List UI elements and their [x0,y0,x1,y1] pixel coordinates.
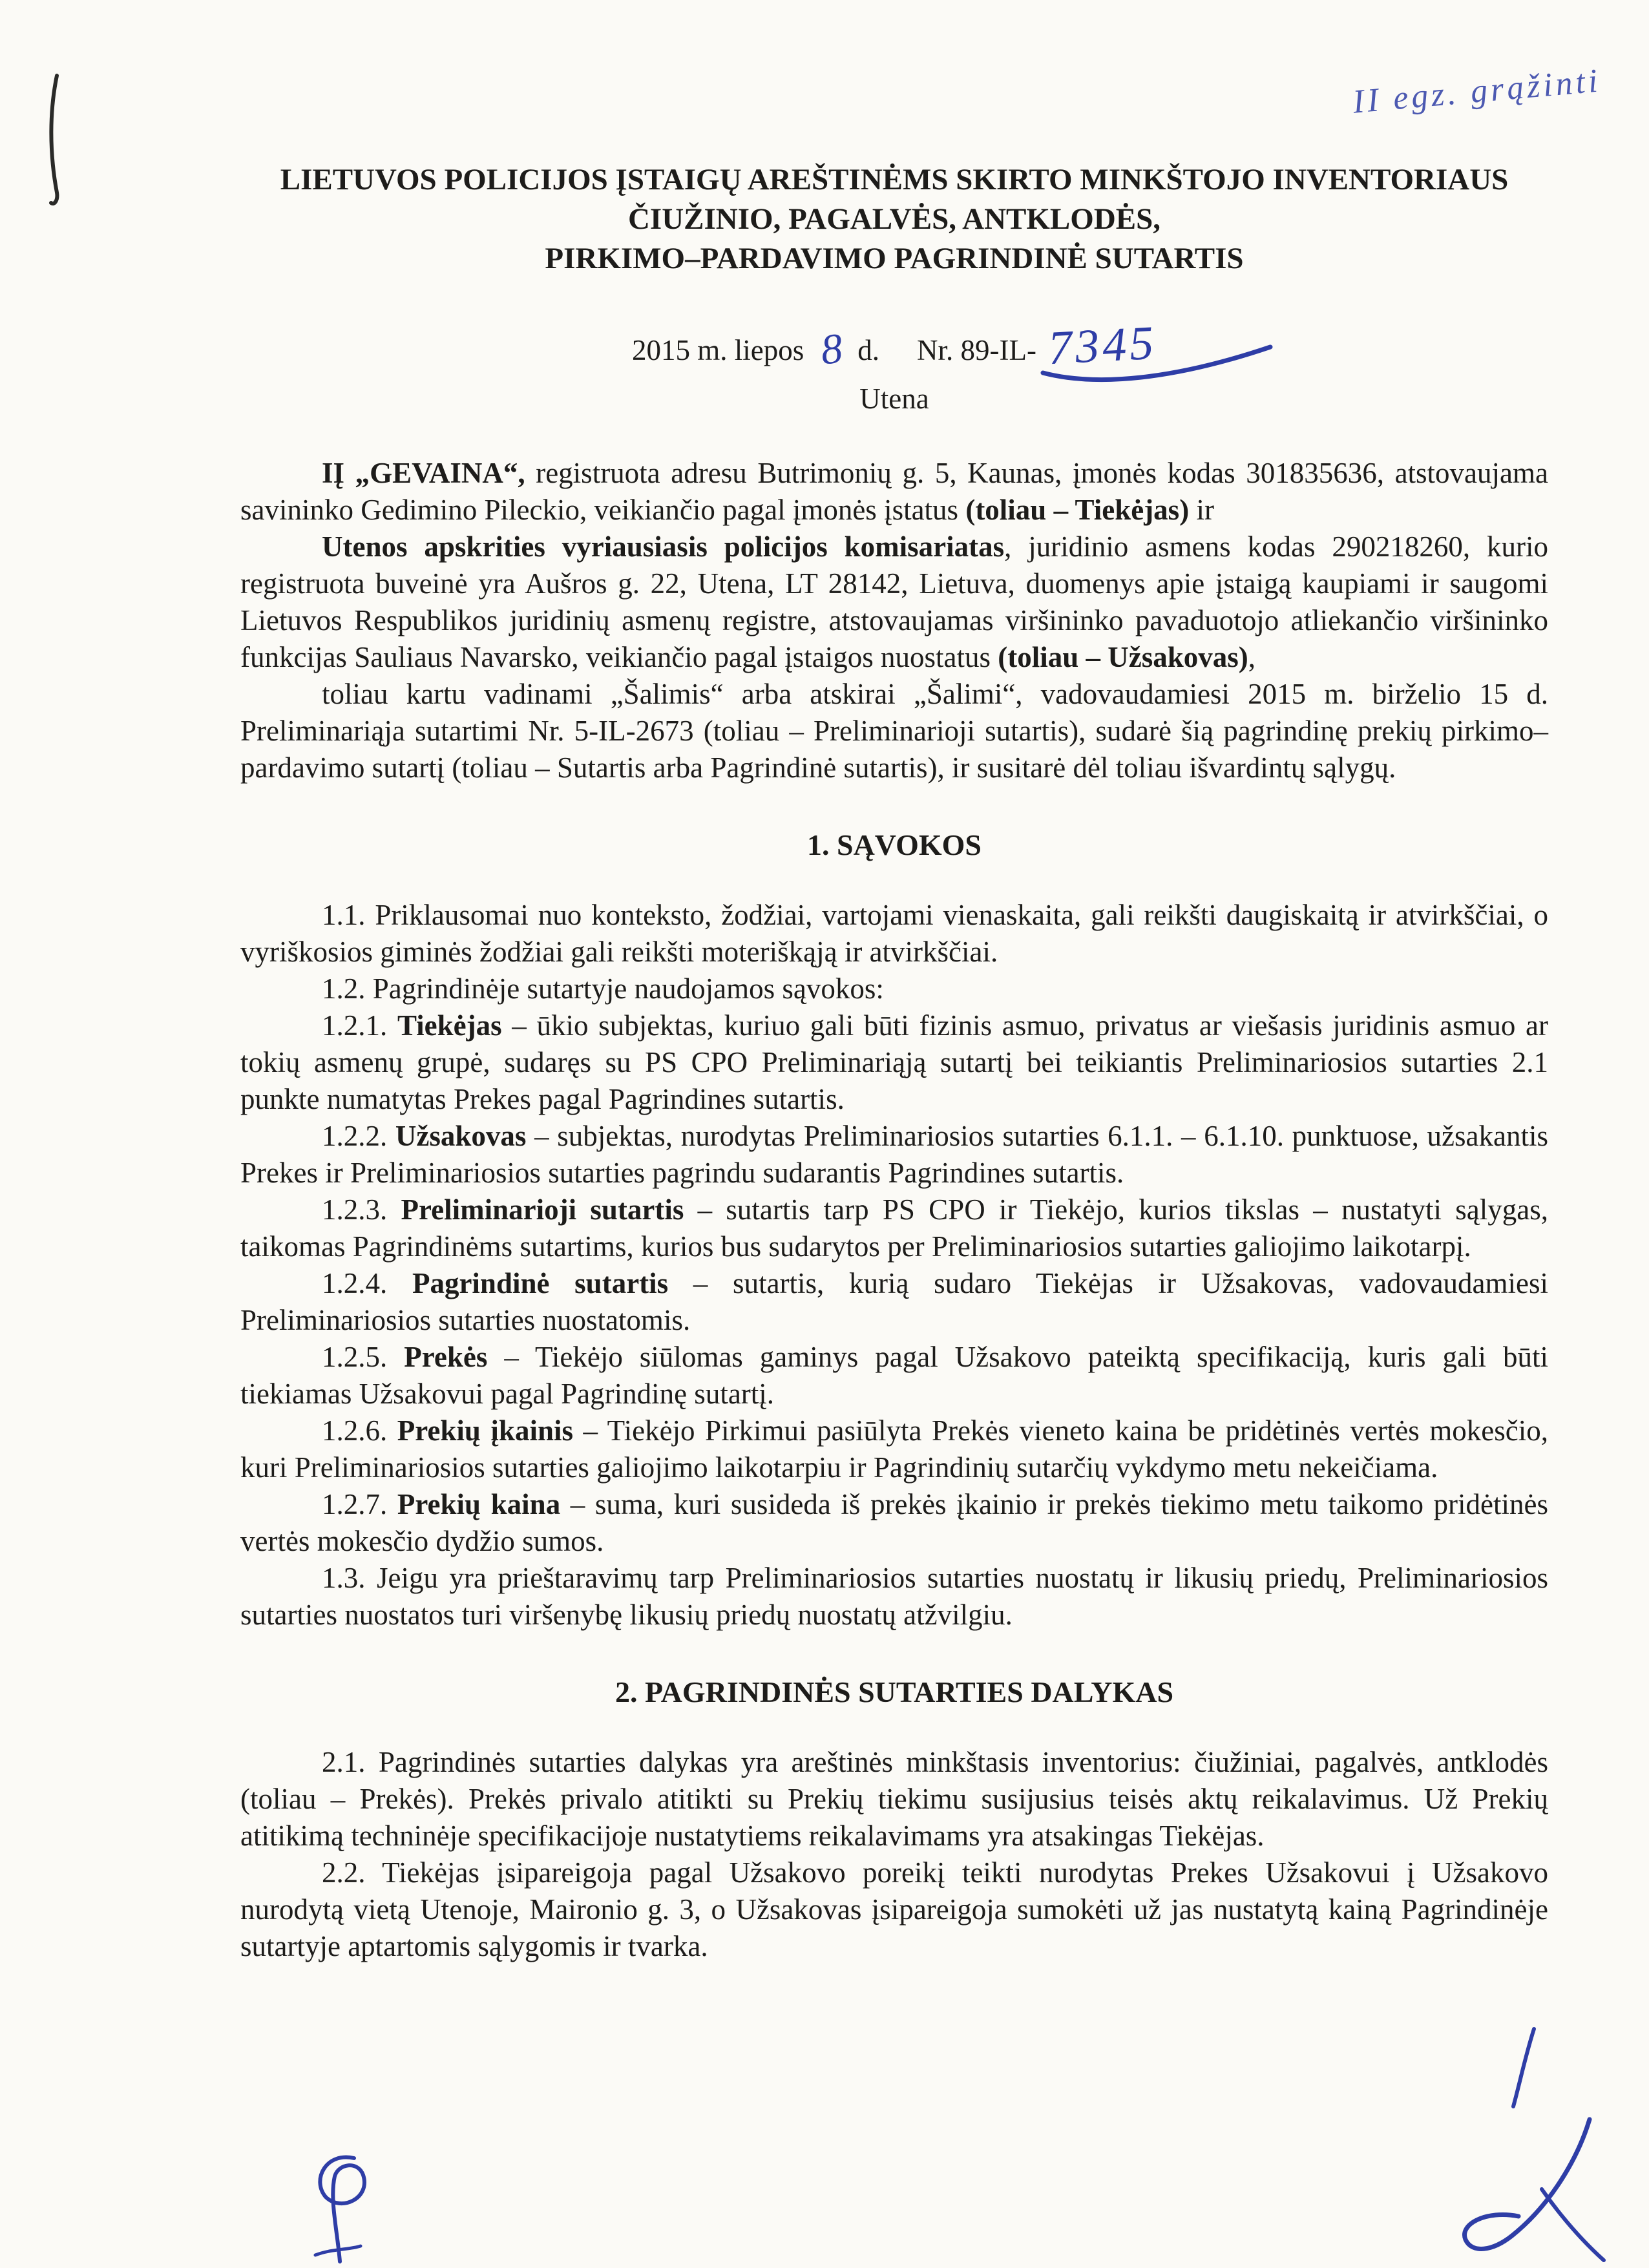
text-run: – ūkio subjektas, kuriuo gali būti fizinis asmuo, privatus ar viešasis juridinis asmuo ar tokių asmenų grupė, sudaręs su PS CPO Preliminariąją sutartį bei teikiantis Preliminariosios sutarties 2.1 punkte numatytas Prekes pagal Pagrindines sutartis. [240,1009,1548,1115]
section-heading: 1. SĄVOKOS [806,828,982,861]
bold-run: IĮ „GEVAINA“, [322,457,525,489]
paragraph [240,1339,1548,1412]
paragraph [240,1412,1548,1486]
pen-stroke-icon [41,72,70,209]
paragraph [240,529,1548,676]
handwritten-contract-number: 7345 [1047,316,1159,375]
document-title [240,160,1548,278]
text-run: 2.1. Pagrindinės sutarties dalykas yra areštinės minkštasis inventorius: čiužiniai, pagalvės, antklodės (toliau – Prekės). Prekės privalo atitikti su Prekių tiekimu susijusius teisės aktų reikalavimus. Už Prekių atitikimą techninėje specifikacijoje nustatytiems reikalavimams yra atsakingas Tiekėjas. [240,1746,1548,1852]
bold-run: Pagrindinė sutartis [412,1267,669,1299]
bold-run: Utenos apskrities vyriausiasis policijos komisariatas [322,530,1005,563]
text-run: – suma, kuri susideda iš prekės įkainio ir prekės tiekimo metu taikomo pridėtinės vertės mokesčio dydžio sumos. [240,1488,1549,1557]
text-run: – Tiekėjo Pirkimui pasiūlyta Prekės vieneto kaina be pridėtinės vertės mokesčio, kuri Preliminariosios sutarties galiojimo laikotarpiu ir Pagrindinių sutarčių vykdymo metu nekeičiama. [240,1414,1548,1484]
date-line [240,316,1548,375]
pen-stroke-right-icon [1506,2025,1547,2110]
text-run: 1.2.5. [322,1341,404,1373]
section-heading: 2. PAGRINDINĖS SUTARTIES DALYKAS [614,1675,1174,1708]
text-run: 2.2. Tiekėjas įsipareigoja pagal Užsakovo poreikį teikti nurodytas Prekes Užsakovui į Užsakovo nurodytą vietą Utenoje, Maironio g. 3, o Užsakovas įsipareigoja sumokėti už jas nustatytą kainą Pagrindinėje sutartyje aptartomis sąlygomis ir tvarka. [240,1856,1548,1962]
text-run: 1.2.3. [322,1193,401,1226]
bold-run: Preliminarioji sutartis [401,1193,684,1226]
text-run: – sutartis, kurią sudaro Tiekėjas ir Užsakovas, vadovaudamiesi Preliminariosios sutarties nuostatomis. [240,1267,1549,1336]
handwritten-number-wrap [1047,316,1159,375]
document-content [240,160,1548,1965]
signature-left-icon [292,2147,447,2267]
contract-number-prefix: Nr. 89-IL- [917,334,1036,366]
date-prefix: 2015 m. liepos [632,334,804,366]
text-run: ir [1189,494,1214,526]
text-run: 1.2.1. [322,1009,397,1042]
title-line-2: ČIUŽINIO, PAGALVĖS, ANTKLODĖS, [627,202,1161,236]
paragraph [240,1560,1548,1633]
bold-run: Užsakovas [395,1120,527,1152]
handwritten-corner-note: II egz. grąžinti [1351,62,1602,121]
bold-run: Tiekėjas [397,1009,502,1042]
paragraph [240,455,1548,529]
place-line: Utena [859,383,929,415]
paragraph [240,1744,1548,1854]
date-suffix: d. [857,334,880,366]
paragraph [240,676,1548,786]
text-run: 1.2.7. [322,1488,397,1520]
text-run: – subjektas, nurodytas Preliminariosios sutarties 6.1.1. – 6.1.10. punktuose, užsakantis Prekes ir Preliminariosios sutarties pagrindu sudarantis Pagrindines sutartis. [240,1120,1548,1189]
text-run: , [1248,641,1256,673]
bold-run: Prekių įkainis [397,1414,573,1447]
paragraph [240,1007,1548,1118]
title-line-3: PIRKIMO–PARDAVIMO PAGRINDINĖ SUTARTIS [545,242,1244,275]
signature-right-icon [1394,2113,1617,2268]
text-run: – Tiekėjo siūlomas gaminys pagal Užsakovo pateiktą specifikaciją, kuris gali būti tiekiamas Užsakovui pagal Pagrindinę sutartį. [240,1341,1548,1410]
document-body [240,455,1548,1965]
paragraph [240,1192,1548,1265]
handwritten-day-number: 8 [819,324,845,374]
bold-run: (toliau – Tiekėjas) [965,494,1190,526]
bold-run: Prekių kaina [397,1488,561,1520]
text-run: 1.2.2. [322,1120,395,1152]
text-run: 1.1. Priklausomai nuo konteksto, žodžiai, vartojami vienaskaita, gali reikšti daugiskaitą ir atvirkščiai, o vyriškosios giminės žodžiai gali reikšti moteriškąją ir atvirkščiai. [240,899,1548,968]
paragraph [240,971,1548,1007]
paragraph [240,1486,1548,1560]
text-run: toliau kartu vadinami „Šalimis“ arba atskirai „Šalimi“, vadovaudamiesi 2015 m. birželio 15 d. Preliminariąja sutartimi Nr. 5-IL-2673 (toliau – Preliminarioji sutartis), sudarė šią pagrindinę prekių pirkimo–pardavimo sutartį (toliau – Sutartis arba Pagrindinė sutartis), ir susitarė dėl toliau išvardintų sąlygų. [240,678,1548,784]
bold-run: (toliau – Užsakovas) [998,641,1248,673]
title-line-1: LIETUVOS POLICIJOS ĮSTAIGŲ AREŠTINĖMS SKIRTO MINKŠTOJO INVENTORIAUS [280,163,1509,196]
paragraph [240,897,1548,971]
text-run: 1.2.6. [322,1414,397,1447]
text-run: – sutartis tarp PS CPO ir Tiekėjo, kurios tikslas – nustatyti sąlygas, taikomas Pagrindinėms sutartims, kurios bus sudarytos per Preliminariosios sutarties galiojimo laikotarpį. [240,1193,1548,1263]
text-run: , juridinio asmens kodas 290218260, kurio registruota buveinė yra Aušros g. 22, Utena, LT 28142, Lietuva, duomenys apie įstaigą kaupiami ir saugomi Lietuvos Respublikos juridinių asmenų registre, atstovaujamas viršininko pavaduotojo atliekančio viršininko funkcijas Sauliaus Navarsko, veikiančio pagal įstaigos nuostatus [240,530,1548,673]
text-run: registruota adresu Butrimonių g. 5, Kaunas, įmonės kodas 301835636, atstovaujama savininko Gedimino Pileckio, veikiančio pagal įmonės įstatus [240,457,1548,526]
paragraph [240,1118,1548,1192]
bold-run: Prekės [404,1341,488,1373]
paragraph [240,1854,1548,1965]
text-run: 1.3. Jeigu yra prieštaravimų tarp Preliminariosios sutarties nuostatų ir likusių priedų, Preliminariosios sutarties nuostatos turi viršenybę likusių priedų nuostatų atžvilgiu. [240,1562,1548,1631]
text-run: 1.2.4. [322,1267,412,1299]
text-run: 1.2. Pagrindinėje sutartyje naudojamos sąvokos: [322,972,884,1005]
paragraph [240,1265,1548,1339]
